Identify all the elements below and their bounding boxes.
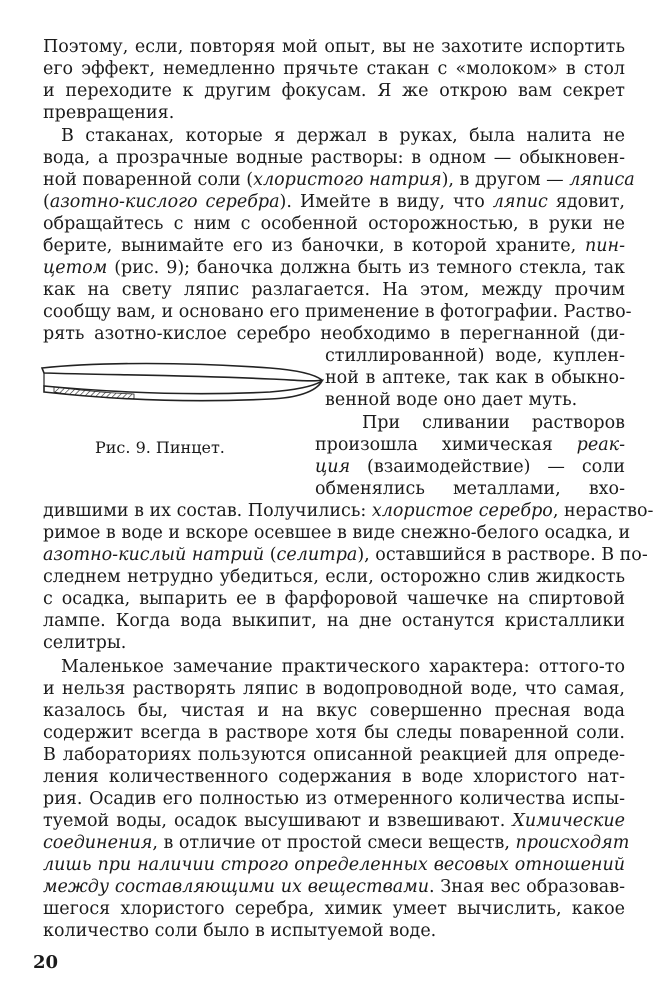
text-line: и нельзя растворять ляпис в водопроводной воде, что самая,	[43, 679, 625, 699]
italic-term: происходят	[515, 833, 630, 853]
text-line	[43, 832, 630, 854]
text-line: В лабораториях пользуются описанной реакцией для опреде-	[43, 745, 625, 765]
text-line	[43, 257, 625, 279]
text-run: ядовит,	[547, 192, 625, 212]
text-line: как на свету ляпис разлагается. На этом, между прочим	[43, 280, 625, 300]
text-line: ления количественного содержания в воде хлористого нат-	[43, 767, 625, 787]
text-run: , в отличие от простой смеси веществ,	[152, 833, 516, 853]
text-line	[43, 854, 625, 876]
text-line	[43, 191, 625, 213]
text-line	[43, 235, 625, 257]
italic-term: ляписа	[569, 170, 635, 190]
text-line	[43, 810, 625, 832]
text-line: обращайтесь с ним с особенной осторожностью, в руки не	[43, 214, 625, 234]
italic-term: реак-	[576, 435, 625, 455]
text-line: казалось бы, чистая и на вкус совершенно пресная вода	[43, 701, 625, 721]
text-run: , нераство-	[552, 501, 654, 521]
italic-term: соединения	[43, 833, 153, 853]
tweezers-icon	[38, 352, 330, 408]
italic-term: ляпис	[492, 192, 548, 212]
text-line: селитры.	[43, 633, 127, 653]
text-line: При сливании растворов	[362, 413, 625, 433]
text-line: обменялись металлами, вхо-	[315, 479, 625, 499]
text-run: берите, вынимайте его из баночки, в которой храните,	[43, 236, 586, 256]
text-line	[315, 456, 625, 478]
text-line: В стаканах, которые я держал в руках, была налита не	[61, 126, 625, 146]
italic-term: лишь при наличии строго определенных весовых отношений	[43, 855, 625, 875]
text-run: ной поваренной соли (	[43, 170, 254, 190]
italic-term: хлористого натрия	[253, 170, 442, 190]
italic-term: Химические	[512, 811, 625, 831]
text-line: рять азотно-кислое серебро необходимо в перегнанной (ди-	[43, 324, 625, 344]
text-line: содержит всегда в растворе хотя бы следы поваренной соли.	[43, 723, 625, 743]
text-line: его эффект, немедленно прячьте стакан с «молоком» в стол	[43, 59, 625, 79]
text-line: шегося хлористого серебра, химик умеет вычислить, какое	[43, 899, 625, 919]
figure-caption: Рис. 9. Пинцет.	[95, 438, 225, 457]
text-line: сообщу вам, и основано его применение в фотографии. Раство-	[43, 302, 632, 322]
text-line	[315, 434, 625, 456]
text-line: Маленькое замечание практического характера: оттого-то	[61, 657, 625, 677]
text-line: венной воде оно дает муть.	[325, 390, 578, 410]
page-number: 20	[33, 952, 59, 973]
text-run: . Зная вес образовав-	[428, 877, 625, 897]
italic-term: азотно-кислого серебра	[49, 192, 280, 212]
tweezers-figure	[38, 352, 330, 408]
text-line: количество соли было в испытуемой воде.	[43, 921, 437, 941]
text-line	[43, 500, 654, 522]
text-line: ной в аптеке, так как в обыкно-	[325, 368, 625, 388]
italic-term: между составляющими их веществами	[43, 877, 429, 897]
text-line: римое в воде и вскоре осевшее в виде снежно-белого осадка, и	[43, 523, 631, 543]
text-line: превращения.	[43, 103, 175, 123]
text-run: ). Имейте в виду, что	[279, 192, 493, 212]
text-line: и переходите к другим фокусам. Я же открою вам секрет	[43, 81, 625, 101]
text-run: дившими в их состав. Получились:	[43, 501, 372, 521]
italic-term: пин-	[585, 236, 625, 256]
italic-term: селитра	[276, 545, 358, 565]
text-run: (рис. 9); баночка должна быть из темного стекла, так	[107, 258, 625, 278]
text-line: рия. Осадив его полностью из отмеренного количества испы-	[43, 789, 625, 809]
text-line: стиллированной) воде, куплен-	[325, 346, 625, 366]
text-run: (взаимодействие) — соли	[350, 457, 625, 477]
text-run: ), оставшийся в растворе. В по-	[357, 545, 648, 565]
italic-term: цетом	[43, 258, 108, 278]
text-line: Поэтому, если, повторяя мой опыт, вы не захотите испортить	[43, 37, 625, 57]
text-line: лампе. Когда вода выкипит, на дне останутся кристаллики	[43, 611, 625, 631]
italic-term: азотно-кислый натрий	[43, 545, 265, 565]
text-line	[43, 544, 648, 566]
text-run: туемой воды, осадок высушивают и взвешивают.	[43, 811, 513, 831]
text-line: следнем нетрудно убедиться, если, осторожно слив жидкость	[43, 567, 625, 587]
text-run: (	[43, 192, 50, 212]
italic-term: хлористое серебро	[371, 501, 553, 521]
text-run: (	[264, 545, 277, 565]
text-line	[43, 876, 625, 898]
text-line: с осадка, выпарить ее в фарфоровой чашечке на спиртовой	[43, 589, 625, 609]
text-line: вода, а прозрачные водные растворы: в одном — обыкновен-	[43, 148, 625, 168]
text-line	[43, 169, 635, 191]
text-run: ), в другом —	[441, 170, 570, 190]
italic-term: ция	[315, 457, 351, 477]
text-run: произошла химическая	[315, 435, 577, 455]
